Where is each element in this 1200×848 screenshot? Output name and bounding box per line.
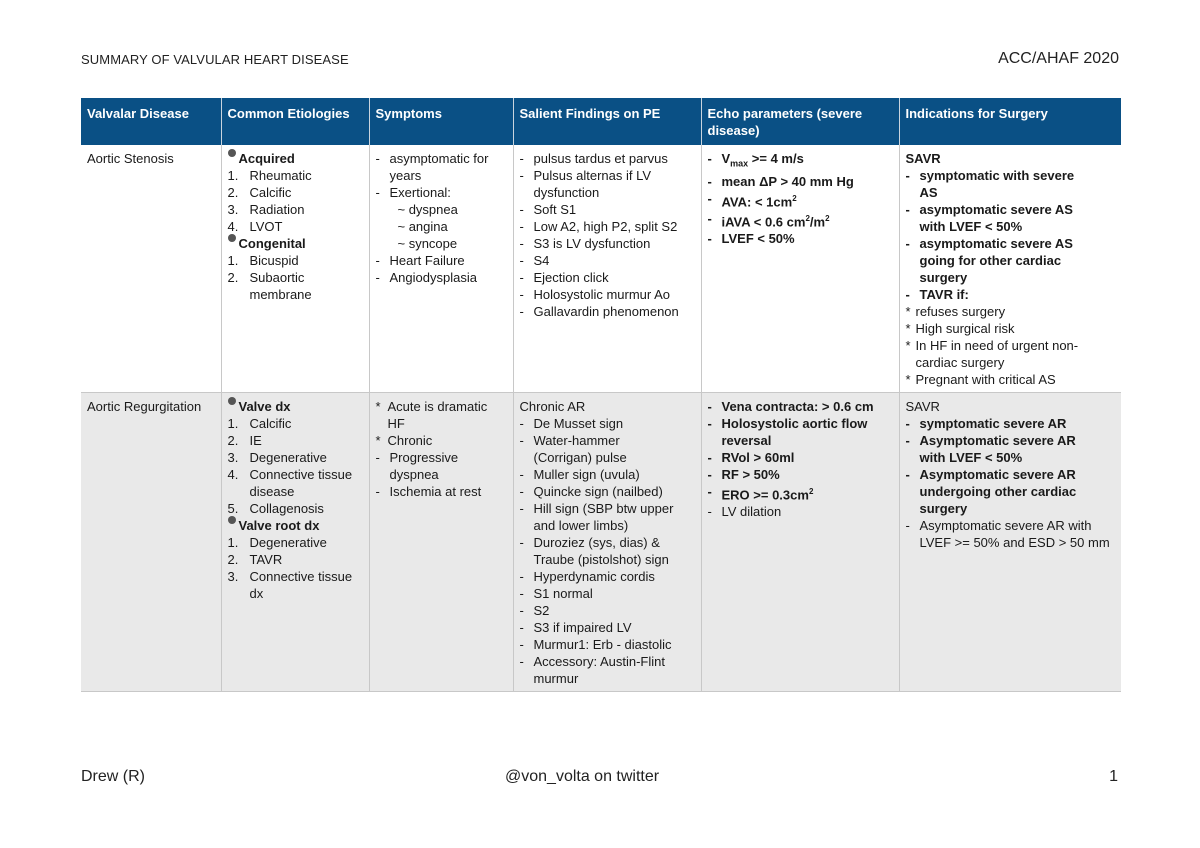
- footer-author: Drew (R): [81, 768, 145, 785]
- pe-findings-cell: - pulsus tardus et parvus - Pulsus alternas if LV dysfunction - Soft S1 - Low A2, high P2, split S2 - S3 is LV dysfunction - S4 - Ejection click - Holosystolic murmur Ao - Gallavardin phenomenon: [513, 145, 701, 393]
- etiologies-cell: Valve dx 1. Calcific 2. IE 3. Degenerative 4. Connective tissue disease 5. Collagenosis Valve root dx 1. Degenerative 2. TAVR 3. Connective tissue dx: [221, 393, 369, 692]
- bullet-icon: [228, 516, 236, 524]
- echo-cell: - Vena contracta: > 0.6 cm - Holosystolic aortic flow reversal - RVol > 60ml - RF > 50% - ERO >= $0.3cm^2$ - LV dilation: [701, 393, 899, 692]
- table-row-aortic-regurgitation: [81, 393, 1121, 692]
- footer-handle: @von_volta on twitter: [505, 768, 660, 785]
- col-header-pe-findings: Salient Findings on PE: [513, 98, 701, 145]
- etiologies-cell: Acquired 1. Rheumatic 2. Calcific 3. Radiation 4. LVOT Congenital 1. Bicuspid 2. Subaortic membrane: [221, 145, 369, 393]
- surgery-cell: SAVR - symptomatic with severe AS - asymptomatic severe AS with LVEF < 50% - asymptomatic severe AS going for other cardiac surgery - TAVR if: * refuses surgery * High surgical risk * In HF in need of urgent non- cardiac surgery * Pregnant with critical AS: [899, 145, 1121, 393]
- valve-disease-table: [81, 98, 1121, 692]
- bullet-icon: [228, 397, 236, 405]
- col-header-surgery: Indications for Surgery: [899, 98, 1121, 145]
- col-header-symptoms: Symptoms: [369, 98, 513, 145]
- col-header-etiologies: Common Etiologies: [221, 98, 369, 145]
- bullet-icon: [228, 234, 236, 242]
- col-header-echo: Echo parameters (severe disease): [701, 98, 899, 145]
- page-number: 1: [1109, 768, 1118, 785]
- pe-findings-cell: Chronic AR - De Musset sign - Water-hammer (Corrigan) pulse - Muller sign (uvula) - Quincke sign (nailbed) - Hill sign (SBP btw upper and lower limbs) - Duroziez (sys, dias) & Traube (pistolshot) sign - Hyperdynamic cordis - S1 normal - S2 - S3 if impaired LV - Murmur1: Erb - diastolic - Accessory: Austin-Flint murmur: [513, 393, 701, 692]
- symptoms-cell: * Acute is dramatic HF * Chronic - Progressive dyspnea - Ischemia at rest: [369, 393, 513, 692]
- table-header-row: [81, 98, 1121, 145]
- bullet-icon: [228, 149, 236, 157]
- disease-cell: Aortic Stenosis: [81, 145, 221, 393]
- disease-cell: Aortic Regurgitation: [81, 393, 221, 692]
- table-row-aortic-stenosis: [81, 145, 1121, 393]
- document-title: SUMMARY OF VALVULAR HEART DISEASE: [81, 52, 349, 67]
- symptoms-cell: - asymptomatic for years - Exertional: ~ dyspnea ~ angina ~ syncope - Heart Failure - Angiodysplasia: [369, 145, 513, 393]
- surgery-cell: SAVR - symptomatic severe AR - Asymptomatic severe AR with LVEF < 50% - Asymptomatic severe AR undergoing other cardiac surgery - Asymptomatic severe AR with LVEF >= 50% and ESD > 50 mm: [899, 393, 1121, 692]
- guideline-source: ACC/AHAF 2020: [998, 50, 1119, 67]
- col-header-disease: Valvalar Disease: [81, 98, 221, 145]
- echo-cell: - $V_{max} >= 4$ m/s - mean ΔP > 40 mm Hg - AVA: < $1cm^2$ - iAVA < 0.6 $cm^2/m^2$ - LVEF < 50%: [701, 145, 899, 393]
